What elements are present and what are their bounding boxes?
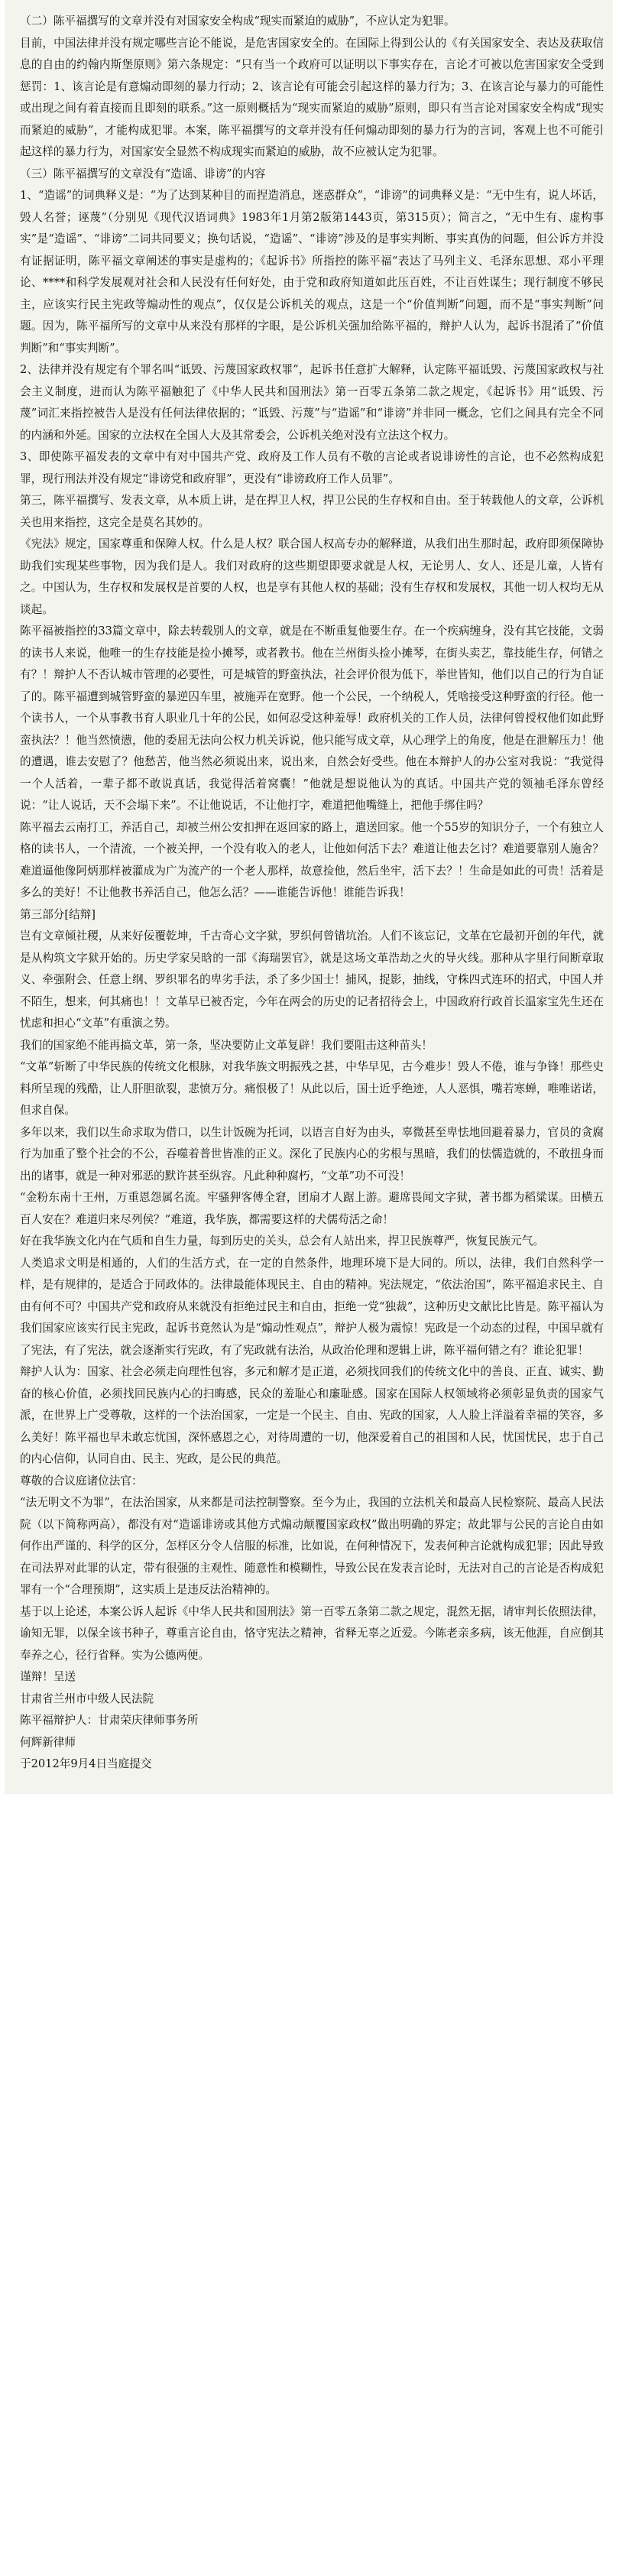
section-heading-3: （三）陈平福撰写的文章没有“造谣、诽谤”的内容 xyxy=(20,167,266,180)
bottom-spacer xyxy=(20,1776,604,1794)
closing-submission: 谨辩！呈送 xyxy=(20,1670,76,1683)
paragraph-no-cultural-revolution: 我们的国家绝不能再搞文革，第一条，坚决要防止文革复辟！我们要阻击这种苗头！ xyxy=(20,1038,433,1052)
section-heading-2: （二）陈平福撰写的文章并没有对国家安全构成“现实而紧迫的威胁”，不应认定为犯罪。 xyxy=(20,15,455,28)
paragraph-national-spirit: 好在我华族文化内在气质和自生力量，每到历史的关头，总会有人站出来，捍卫民族尊严，恢复民族元气。 xyxy=(20,1234,544,1247)
paragraph-cowardice: 多年以来，我们以生命求取为借口，以生计饭碗为托词，以语言自好为由头，辜微甚至卑怯地回避着暴力，官员的贪腐行为加重了整个社会的不公，吞噬着普世皆准的正义。深化了民族内心的劣根与黑暗，我们的怯懦造就的，不敢扭身而出的诸事，就是一种对邪恶的默许甚至纵容。凡此种种腐朽，“文革”功不可没！ xyxy=(20,1125,604,1183)
paragraph-human-rights: 第三，陈平福撰写、发表文章，从本质上讲，是在捍卫人权，捍卫公民的生存权和自由。至于转载他人的文章，公诉机关也用来指控，这完全是莫名其妙的。 xyxy=(20,494,604,529)
paragraph-poem: “金粉东南十王州，万重恩怨属名流。牢骚狎客傅全窘，团扇才人踞上游。避席畏闻文字狱，著书都为稻粱谋。田横五百人安在？难道归来尽列侯？”难道，我华族，都需要这样的犬儒苟活之命！ xyxy=(20,1191,604,1226)
paragraph-no-slander-crime: 3、即使陈平福发表的文章中有对中国共产党、政府及工作人员有不敬的言论或者说诽谤性的言论，也不必然构成犯罪，现行刑法并没有规定“诽谤党和政府罪”，更没有“诽谤政府工作人员罪”。 xyxy=(20,450,604,485)
paragraph-constitution-human-rights: 《宪法》规定，国家尊重和保障人权。什么是人权？联合国人权高专办的解释道，从我们出生那时起，政府即须保障协助我们实现某些事物，因为我们是人。我们对政府的这些期望即要求就是人权，无论男人、女人、还是儿童，人皆有之。中国认为，生存权和发展权是首要的人权，也是享有其他人权的基础；没有生存权和发展权，其他一切人权均无从谈起。 xyxy=(20,537,604,616)
paragraph-literary-inquisition: 岂有文章倾社稷，从来好佞覆乾坤，千古奇心文字狱，罗织何曾错坑治。人们不该忘记，文革在它最初开创的年代，就是从构筑文字狱开始的。历史学家吴晗的一部《海瑞罢官》，就是这场文革浩劫之火的导火线。那种从字里行间断章取义、牵强附会、任意上纲、罗织罪名的卑劣手法，杀了多少国士！捕风，捉影，抽线，守株四式连环的招式，中国人并不陌生，想来，何其痛也！！文革早已被否定，今年在两会的历史的记者招待会上，中国政府行政首长温家宝先生还在忧虑和担心“文革”有重演之势。 xyxy=(20,930,604,1030)
defense-statement-document xyxy=(5,0,613,1794)
paragraph-johannesburg-principles: 目前，中国法律并没有规定哪些言论不能说，是危害国家安全的。在国际上得到公认的《有关国家安全、表达及获取信息的自由的约翰内斯堡原则》第六条规定：“只有当一个政府可以证明以下事实存在，言论才可被以危害国家安全受到惩罚：1、该言论是有意煽动即刻的暴力行动；2、该言论有可能会引起这样的暴力行为；3、在该言论与暴力的可能性或出现之间有着直接而且即刻的联系。”这一原则概括为“现实而紧迫的威胁”原则，即只有当言论对国家安全构成“现实而紧迫的威胁”，才能构成犯罪。本案，陈平福撰写的文章并没有任何煽动即刻的暴力行为的言词，客观上也不可能引起这样的暴力行为，对国家安全显然不构成现实而紧迫的威胁，故不应被认定为犯罪。 xyxy=(20,36,604,158)
paragraph-salutation: 尊敬的合议庭诸位法官： xyxy=(20,1474,143,1488)
paragraph-defender-opinion: 辩护人认为：国家、社会必须走向理性包容，多元和解才是正道，必须找回我们的传统文化中的善良、正直、诚实、勤奋的核心价值，必须找回民族内心的扫晦感，民众的羞耻心和廉耻感。国家在国际人权领域将必须彰显负责的国家气派，在世界上广受尊敬，这样的一个法治国家，一定是一个民主、自由、宪政的国家，人人脸上洋溢着幸福的笑容，多么美好！陈平福也早未敢忘忧国，深怀感恩之心，对待周遭的一切，他深爱着自己的祖国和人民，忧国忧民，忠于自己的内心信仰，认同自由、民主、宪政，是公民的典范。 xyxy=(20,1365,604,1465)
paragraph-rumor-definition: 1、“造谣”的词典释义是：“为了达到某种目的而捏造消息，迷惑群众”，“诽谤”的词典释义是：“无中生有，说人坏话，毁人名誉；诬蔑”（分别见《现代汉语词典》1983年1月第2版第1443页，第315页）；简言之，“无中生有、虚构事实”是“造谣”、“诽谤”二词共同要义；换句话说，“造谣”、“诽谤”涉及的是事实判断、事实真伪的问题，但公诉方并没有证据证明，陈平福文章阐述的事实是虚构的；《起诉书》所指控的陈平福“表达了马列主义、毛泽东思想、邓小平理论、****和科学发展观对社会和人民没有任何好处，由于党和政府知道如此压百姓，不让百姓谋生；现行制度不够民主，应该实行民主宪政等煽动性的观点”，仅仅是公诉机关的观点，这是一个“价值判断”问题，而不是“事实判断”问题。因为，陈平福所写的文章中从来没有那样的字眼，是公诉机关强加给陈平福的，辩护人认为，起诉书混淆了“价值判断”和“事实判断”。 xyxy=(20,189,604,355)
court-name: 甘肃省兰州市中级人民法院 xyxy=(20,1692,154,1705)
paragraph-33-articles: 陈平福被指控的33篇文章中，除去转载别人的文章，就是在不断重复他要生存。在一个疾病缠身，没有其它技能，文弱的读书人来说，他唯一的生存技能是捡小摊琴，或者教书。他在兰州街头捡小摊琴，在街头卖艺，靠技能生存，何错之有？！辩护人不否认城市管理的必要性，可是城管的野蛮执法，社会评价很为低下，举世皆知，他们以自己的行为自证了的。陈平福遭到城管野蛮的暴逆囚车里，被施弄在宽野。他一个公民，一个纳税人，凭啥接受这种野蛮的行径。他一个读书人，一个从事教书育人职业几十年的公民，如何忍受这种羞辱！政府机关的工作人员，法律何曾授权他们如此野蛮执法？！他当然愤懑，他的委屈无法向公权力机关诉说，他只能写成文章，从心理学上的角度，他是在泄解压力！他的遭遇，谁去安慰了？他愁苦，他当然必须说出来，说出来，自然会好受些。他在本辩护人的办公室对我说：“我觉得一个人活着，一辈子都不敢说真话，我觉得活着窝囊！”他就是想说他认为的真话。中国共产党的领袖毛泽东曾经说：“让人说话，天不会塌下来”。不让他说话，不让他打字，难道把他嘴缝上，把他手绑住吗？ xyxy=(20,625,604,812)
paragraph-work-in-yunnan: 陈平福去云南打工，养活自己，却被兰州公安扣押在返回家的路上，遣送回家。他一个55岁的知识分子，一个有独立人格的读书人，一个清流，一个被关押，一个没有收入的老人，让他如何活下去？难道让他去乞讨？难道要靠别人施舍？难道逼他像阿炳那样被灌成为广为流产的一个老人那样，故意捡他，然后坐牢，活下去？！生命是如此的可贵！活着是多么的美好！不让他教书养活自己，他怎么活？——谁能告诉他！谁能告诉我！ xyxy=(20,820,604,899)
submission-date: 于2012年9月4日当庭提交 xyxy=(20,1757,152,1770)
paragraph-conclusion: 基于以上论述，本案公诉人起诉《中华人民共和国刑法》第一百零五条第二款之规定，混然无据，请审判长依照法律，谕知无罪，以保全该书种子，尊重言论自由，恪守宪法之精神，省释无辜之近爱。今陈老亲多病，该无他涯，自应倒其奉养之心，径行省释。实为公德两便。 xyxy=(20,1604,604,1662)
part-three-heading: 第三部分[结辩] xyxy=(20,907,96,921)
paragraph-defamation-charge: 2、法律并没有规定有个罪名叫“诋毁、污蔑国家政权罪”，起诉书任意扩大解释，认定陈平福诋毁、污蔑国家政权与社会主义制度，进而认为陈平福触犯了《中华人民共和国刑法》第一百零五条第二款之规定，《起诉书》用“诋毁、污蔑”词汇来指控被告人是没有任何法律依据的；“诋毁、污蔑”与“造谣”和“诽谤”并非同一概念，它们之间具有完全不同的内涵和外延。国家的立法权在全国人大及其常委会，公诉机关绝对没有立法这个权力。 xyxy=(20,363,604,442)
paragraph-cultural-roots: “文革”斩断了中华民族的传统文化根脉，对我华族文明振残之甚，中华早见，古今难步！毁人不倦，谁与争锋！那些史料所呈现的残酷，让人肝胆欲裂，悲愤万分。痛恨极了！从此以后，国士近乎绝迹，人人恶惧，嘴若寒蝉，唯唯诺诺，但求自保。 xyxy=(20,1060,604,1117)
paragraph-civilization: 人类追求文明是相通的，人们的生活方式，在一定的自然条件，地理环境下是大同的。所以，法律，我们自然科学一样，是有规律的，是适合于同政体的。法律最能体现民主、自由的精神。宪法规定，“依法治国”，陈平福追求民主、自由有何不可？中国共产党和政府从来就没有拒绝过民主和自由，拒绝一党“独裁”，这种历史文献比比皆是。陈平福认为我们国家应该实行民主宪政，起诉书竟然认为是“煽动性观点”，辩护人极为震惊！宪政是一个动态的过程，中国早就有了宪法，有了宪法，就会逐渐实行宪政，有了宪政就有法治，从政治伦理和逻辑上讲，陈平福何错之有？谁论犯罪！ xyxy=(20,1256,604,1357)
defender-name: 何辉新律师 xyxy=(20,1735,76,1749)
defender-firm: 陈平福辩护人：甘肃荣庆律师事务所 xyxy=(20,1714,199,1727)
paragraph-no-crime-without-law: “法无明文不为罪”，在法治国家，从来都是司法控制警察。至今为止，我国的立法机关和最高人民检察院、最高人民法院（以下简称两高），都没有对“造谣诽谤或其他方式煽动颠覆国家政权”做出明确的界定；故此罪与公民的言论自由如何作出严谨的、科学的区分，怎样区分令人信服的标准，比如说，在何种情况下，发表何种言论就构成犯罪；因此导致在司法界对此罪的认定，带有很强的主观性、随意性和模糊性，导致公民在发表言论时，无法对自己的言论是否构成犯罪有一个“合理预期”，这实质上是违反法治精神的。 xyxy=(20,1496,604,1596)
